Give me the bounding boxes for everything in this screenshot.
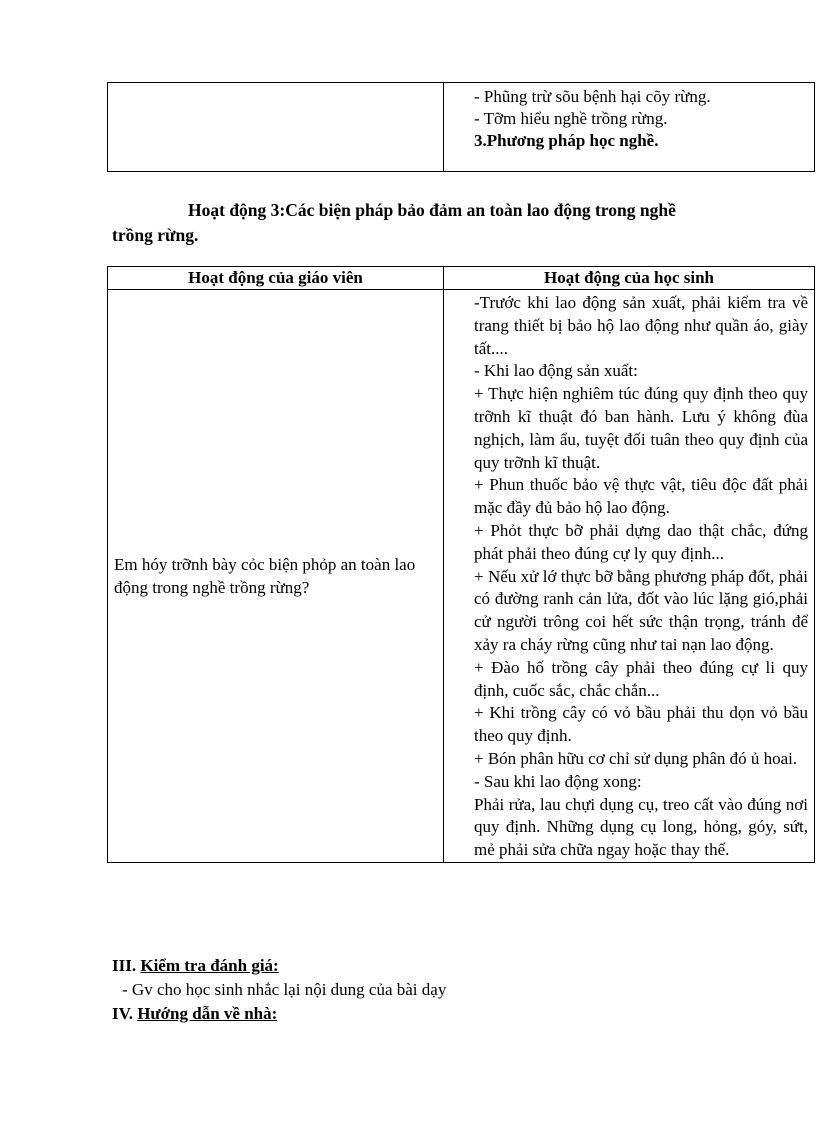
section-3-line: - Gv cho học sinh nhắc lại nội dung của bài dạy xyxy=(122,980,447,999)
activity-3-title-line2: trồng rừng. xyxy=(112,225,199,245)
teacher-question: Em hóy trỡnh bày cỏc biện phỏp an toàn lao động trong nghề trồng rừng? xyxy=(108,290,444,863)
section-3 xyxy=(112,954,446,1026)
activity-table xyxy=(107,266,815,863)
continuation-line: - Phũng trừ sõu bệnh hại cõy rừng. xyxy=(474,87,711,106)
method-heading: 3.Phương pháp học nghề. xyxy=(474,131,659,150)
student-line: + Phun thuốc bảo vệ thực vật, tiêu độc đất phải mặc đầy đủ bảo hộ lao động. xyxy=(474,475,808,518)
continuation-line: - Tỡm hiểu nghề trồng rừng. xyxy=(474,109,668,128)
section-3-numeral: III. xyxy=(112,956,137,975)
student-line: + Nếu xử lớ thực bỡ bằng phương pháp đốt, phải có đường ranh cản lửa, đốt vào lúc lặng gió,phải cử người trông coi hết sức thận trọng, tránh để xảy ra cháy rừng cũng như tai nạn lao động. xyxy=(474,566,808,654)
activity-3-title-line1: Hoạt động 3:Các biện pháp bảo đảm an toàn lao động trong nghề xyxy=(188,200,676,220)
section-3-heading xyxy=(112,954,446,978)
student-line: + Thực hiện nghiêm túc đúng quy định theo quy trỡnh kĩ thuật đó ban hành. Lưu ý không đùa nghịch, làm ẩu, tuyệt đối tuân theo quy định của quy trỡnh kĩ thuật. xyxy=(474,384,808,472)
student-line: - Khi lao động sản xuất: xyxy=(474,361,638,381)
continuation-table xyxy=(107,82,815,172)
header-teacher: Hoạt động của giáo viên xyxy=(108,267,444,290)
student-line: -Trước khi lao động sản xuất, phải kiểm tra về trang thiết bị bảo hộ lao động như quần áo, giày tất.... xyxy=(474,293,808,358)
section-4-heading xyxy=(112,1002,446,1026)
student-line: + Bón phân hữu cơ chỉ sử dụng phân đó ủ hoai. xyxy=(474,748,798,768)
student-line: + Đào hố trồng cây phải theo đúng cự li quy định, cuốc sắc, chắc chắn... xyxy=(474,657,808,700)
student-answer xyxy=(444,290,815,863)
continuation-left-cell xyxy=(108,83,444,172)
student-line: + Khi trồng cây có vỏ bầu phải thu dọn vỏ bầu theo quy định. xyxy=(474,703,808,746)
section-3-title: Kiểm tra đánh giá: xyxy=(140,956,279,975)
header-student: Hoạt động của học sinh xyxy=(444,267,815,290)
activity-3-heading xyxy=(112,198,752,248)
section-4-numeral: IV. xyxy=(112,1004,133,1023)
student-line: Phải rửa, lau chựi dụng cụ, treo cất vào đúng nơi quy định. Những dụng cụ long, hỏng, góy, sứt, mẻ phải sửa chữa ngay hoặc thay thế. xyxy=(474,794,808,860)
student-line: - Sau khi lao động xong: xyxy=(474,771,642,791)
continuation-right-cell xyxy=(444,83,815,172)
student-line: + Phỏt thực bỡ phải dựng dao thật chắc, đứng phát phải theo đúng cự ly quy định... xyxy=(474,520,808,563)
section-4-title: Hướng dẫn về nhà: xyxy=(137,1004,278,1023)
